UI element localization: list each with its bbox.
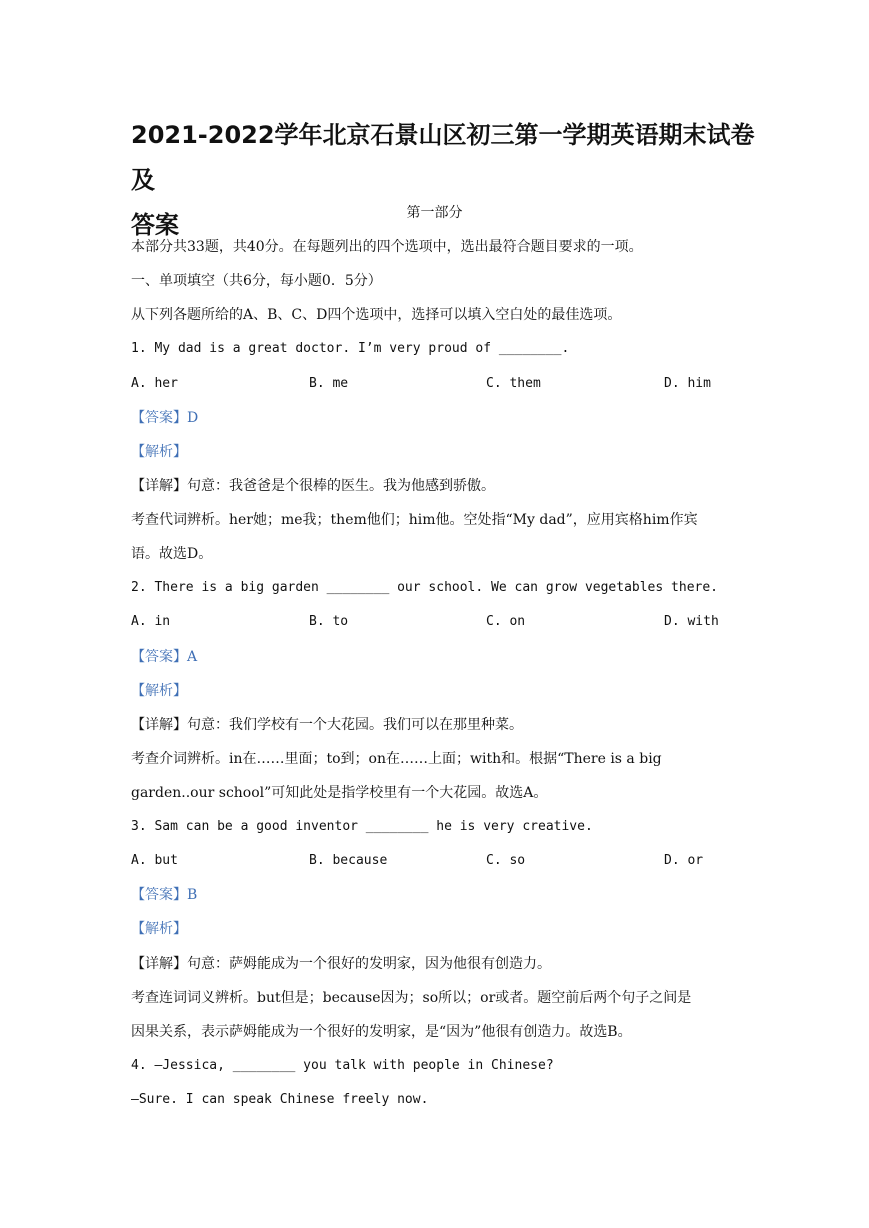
- title-line-2: 答案: [131, 211, 179, 239]
- part-intro: 本部分共33题，共40分。在每题列出的四个选项中，选出最符合题目要求的一项。: [131, 239, 643, 255]
- document-title: [131, 113, 771, 248]
- question-2-option-b: B. to: [309, 614, 349, 629]
- question-1-stem: 1. My dad is a great doctor. I’m very proud of ________.: [131, 341, 570, 356]
- question-1-option-b: B. me: [309, 376, 349, 391]
- question-3-detail: 【详解】句意：萨姆能成为一个很好的发明家，因为他很有创造力。: [131, 956, 551, 972]
- question-1-explain-line-2: 语。故选D。: [131, 546, 213, 562]
- question-3-option-b: B. because: [309, 853, 388, 868]
- question-2-analysis-label: 【解析】: [131, 683, 187, 699]
- title-line-1: 2021-2022学年北京石景山区初三第一学期英语期末试卷及: [131, 121, 755, 194]
- question-3-stem: 3. Sam can be a good inventor ________ he is very creative.: [131, 819, 593, 834]
- question-2-detail: 【详解】句意：我们学校有一个大花园。我们可以在那里种菜。: [131, 717, 523, 733]
- section-heading: 一、单项填空（共6分，每小题0．5分）: [131, 273, 382, 289]
- question-2-option-a: A. in: [131, 614, 171, 629]
- question-2-answer: 【答案】A: [131, 649, 198, 665]
- question-4-stem: 4. —Jessica, ________ you talk with people in Chinese?: [131, 1058, 554, 1073]
- question-2-explain-line-2: garden..our school”可知此处是指学校里有一个大花园。故选A。: [131, 785, 548, 801]
- question-3-analysis-label: 【解析】: [131, 921, 187, 937]
- question-4-reply: —Sure. I can speak Chinese freely now.: [131, 1092, 429, 1107]
- question-1-option-d: D. him: [664, 376, 711, 391]
- question-1-option-a: A. her: [131, 376, 178, 391]
- section-instruction: 从下列各题所给的A、B、C、D四个选项中，选择可以填入空白处的最佳选项。: [131, 307, 622, 323]
- question-3-explain-line-2: 因果关系，表示萨姆能成为一个很好的发明家，是“因为”他很有创造力。故选B。: [131, 1024, 632, 1040]
- question-3-explain-line-1: 考查连词词义辨析。but但是；because因为；so所以；or或者。题空前后两个句子之间是: [131, 990, 692, 1006]
- question-2-explain-line-1: 考查介词辨析。in在……里面；to到；on在……上面；with和。根据“There is a big: [131, 751, 662, 767]
- question-3-option-c: C. so: [486, 853, 526, 868]
- question-2-option-d: D. with: [664, 614, 719, 629]
- question-3-option-d: D. or: [664, 853, 704, 868]
- question-1-answer: 【答案】D: [131, 410, 199, 426]
- question-1-detail: 【详解】句意：我爸爸是个很棒的医生。我为他感到骄傲。: [131, 478, 495, 494]
- question-1-analysis-label: 【解析】: [131, 444, 187, 460]
- question-3-answer: 【答案】B: [131, 887, 198, 903]
- part-heading: 第一部分: [406, 205, 463, 221]
- question-2-stem: 2. There is a big garden ________ our school. We can grow vegetables there.: [131, 580, 718, 595]
- question-3-option-a: A. but: [131, 853, 178, 868]
- question-1-explain-line-1: 考查代词辨析。her她；me我；them他们；him他。空处指“My dad”，应用宾格him作宾: [131, 512, 698, 528]
- question-1-option-c: C. them: [486, 376, 541, 391]
- question-2-option-c: C. on: [486, 614, 526, 629]
